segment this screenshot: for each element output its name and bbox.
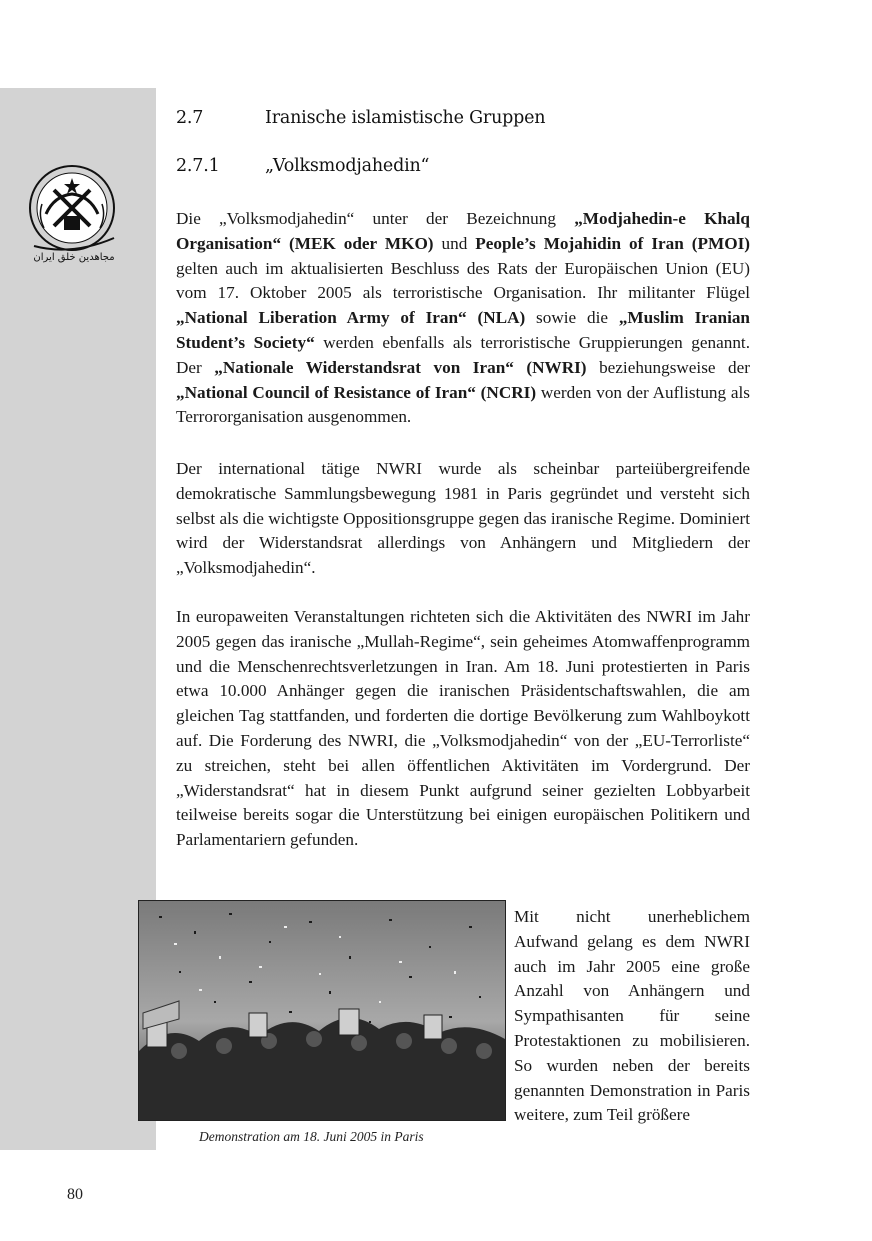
text-run: und <box>433 233 476 253</box>
org-name-mek: „Modjahedin-e Khalq Organisation“ (MEK oder MKO) <box>176 209 750 253</box>
text-run: werden ebenfalls als terroristische Gruppierungen genannt. Der <box>176 332 750 377</box>
org-name-nla: „National Liberation Army of Iran“ (NLA) <box>176 308 526 328</box>
paragraph-intro <box>176 207 750 430</box>
section-heading <box>176 108 676 132</box>
paragraph-activities: In europaweiten Veranstaltungen richteten sich die Aktivitäten des NWRI im Jahr 2005 gegen das iranische „Mullah-Regime“, sein geheimes Atomwaffenprogramm und die Menschenrechtsverletzungen in Iran. Am 18. Juni protestierten in Paris etwa 10.000 Anhänger gegen die iranischen Präsidentschaftswahlen, die am gleichen Tag stattfanden, und forderten die dortige Bevölkerung zum Wahlboykott auf. Die Forderung des NWRI, die „Volksmodjahedin“ von der „EU-Terrorliste“ zu streichen, steht bei allen öffentlichen Aktivitäten im Vordergrund. Der „Widerstandsrat“ hat in diesem Punkt aufgrund seiner gezielten Lobbyarbeit teilweise bereits sogar die Unterstützung bei einigen europäischen Politikern und Parlamentariern gefunden. <box>176 607 750 850</box>
text-run: sowie die <box>525 308 619 328</box>
mek-emblem-logo <box>24 156 124 266</box>
text-run: Die „Volksmodjahedin“ unter der Bezeichnung <box>176 209 575 228</box>
org-name-pmoi: People’s Mojahidin of Iran (PMOI) <box>475 233 750 253</box>
page-number: 80 <box>67 1186 83 1203</box>
org-name-ncri: „National Council of Resistance of Iran“ (NCRI) <box>176 382 537 402</box>
section-number: 2.7 <box>176 108 204 128</box>
photo-caption: Demonstration am 18. Juni 2005 in Paris <box>199 1129 424 1144</box>
org-name-nwri: „Nationale Widerstandsrat von Iran“ (NWRI) <box>214 357 587 377</box>
paragraph-nwri: Der international tätige NWRI wurde als scheinbar parteiübergreifende demokratische Sammlungsbewegung 1981 in Paris gegründet und versteht sich selbst als die wichtigste Oppositionsgruppe gegen das iranische Regime. Dominiert wird der Widerstandsrat allerdings von Anhängern und Mitgliedern der „Volksmodjahedin“. <box>176 459 750 578</box>
text-run: gelten auch im aktualisierten Beschluss des Rats der Europäischen Union (EU) vom 17. Oktober 2005 als terroristische Organisation. Ihr militanter Flügel <box>176 258 750 303</box>
paragraph-mobilisation: Mit nicht unerheblichem Aufwand gelang es dem NWRI auch im Jahr 2005 eine große Anzahl von Anhängern und Sympathisanten für seine Protestaktionen zu mobilisieren. So wurden neben der bereits genannten Demonstration in Paris weitere, zum Teil größere <box>514 907 750 1125</box>
photo-illustration <box>139 901 505 1120</box>
demonstration-photo <box>138 900 506 1121</box>
logo-inscription: مجاهدین خلق ایران <box>33 252 115 263</box>
subsection-number: 2.7.1 <box>176 156 220 176</box>
section-title: Iranische islamistische Gruppen <box>265 108 546 128</box>
org-name-society: „Muslim Iranian Student’s Society“ <box>176 308 750 352</box>
subsection-title: „Volksmodjahedin“ <box>265 156 430 176</box>
text-run: werden von der Auflistung als Terrororganisation ausgenommen. <box>176 382 750 427</box>
text-run: beziehungsweise der <box>586 357 751 377</box>
subsection-heading <box>176 156 676 180</box>
